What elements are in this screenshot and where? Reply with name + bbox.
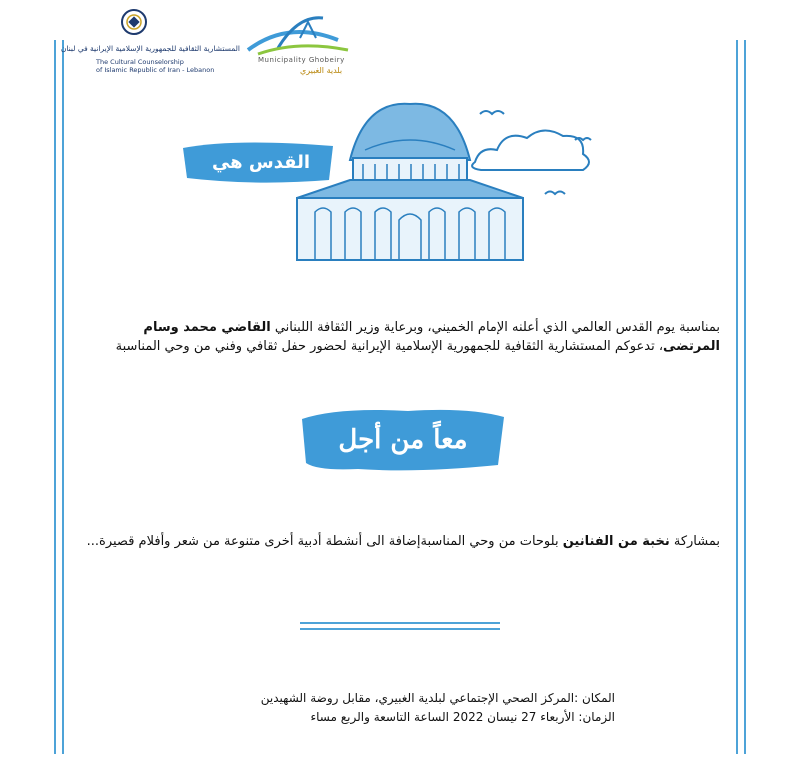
municipality-logo [228,10,368,78]
dome-illustration [175,100,625,270]
participation-text-part-1: بمشاركة [669,534,720,549]
municipality-arabic-name: بلدية الغبيري [300,66,343,75]
iran-logo-english-text [96,58,236,74]
banner-slogan: معاً من أجل القدس [338,425,468,525]
event-time: الزمان: الأربعاء 27 نيسان 2022 الساعة التاسعة والربع مساء [310,710,615,724]
invitation-text-part-1: بمناسبة يوم القدس العالمي الذي أعلنه الإمام الخميني، وبرعاية وزير الثقافة اللبناني [270,320,720,335]
iran-logo-arabic-text: المستشارية الثقافية للجمهورية الإسلامية الإيرانية في لبنان [60,44,240,53]
invitation-text-part-2: ، تدعوكم المستشارية الثقافية للجمهورية الإسلامية الإيرانية لحضور حفل ثقافي وفني من وحي المناسبة [115,339,664,354]
participation-text-part-2: بلوحات من وحي المناسبةإضافة الى أنشطة أدبية أخرى متنوعة من شعر وأفلام قصيرة... [86,534,563,549]
event-location: المكان :المركز الصحي الإجتماعي لبلدية الغبيري، مقابل روضة الشهيدين [260,691,615,705]
municipality-english-name: Municipality Ghobeiry [258,56,345,64]
frame-line-left-inner [62,40,64,754]
frame-line-right-inner [736,40,738,754]
frame-line-left-outer [54,40,56,754]
divider-line-bottom [300,628,500,630]
iran-cultural-counselorship-logo [60,8,240,80]
emblem-icon [120,8,148,36]
invitation-paragraph [80,318,720,356]
iran-logo-english-line-2: of Islamic Republic of Iran - Lebanon [96,66,215,74]
iran-logo-english-line-1: The Cultural Counselorship [96,58,184,66]
hero-slogan: القدس هي المحور [211,152,311,207]
municipality-mark-icon [228,10,368,58]
artists-highlight: نخبة من الفنانين [562,534,670,549]
divider-line-top [300,622,500,624]
participation-paragraph [80,532,720,551]
minister-name: القاضي محمد وسام المرتضى [143,320,720,354]
frame-line-right-outer [744,40,746,754]
